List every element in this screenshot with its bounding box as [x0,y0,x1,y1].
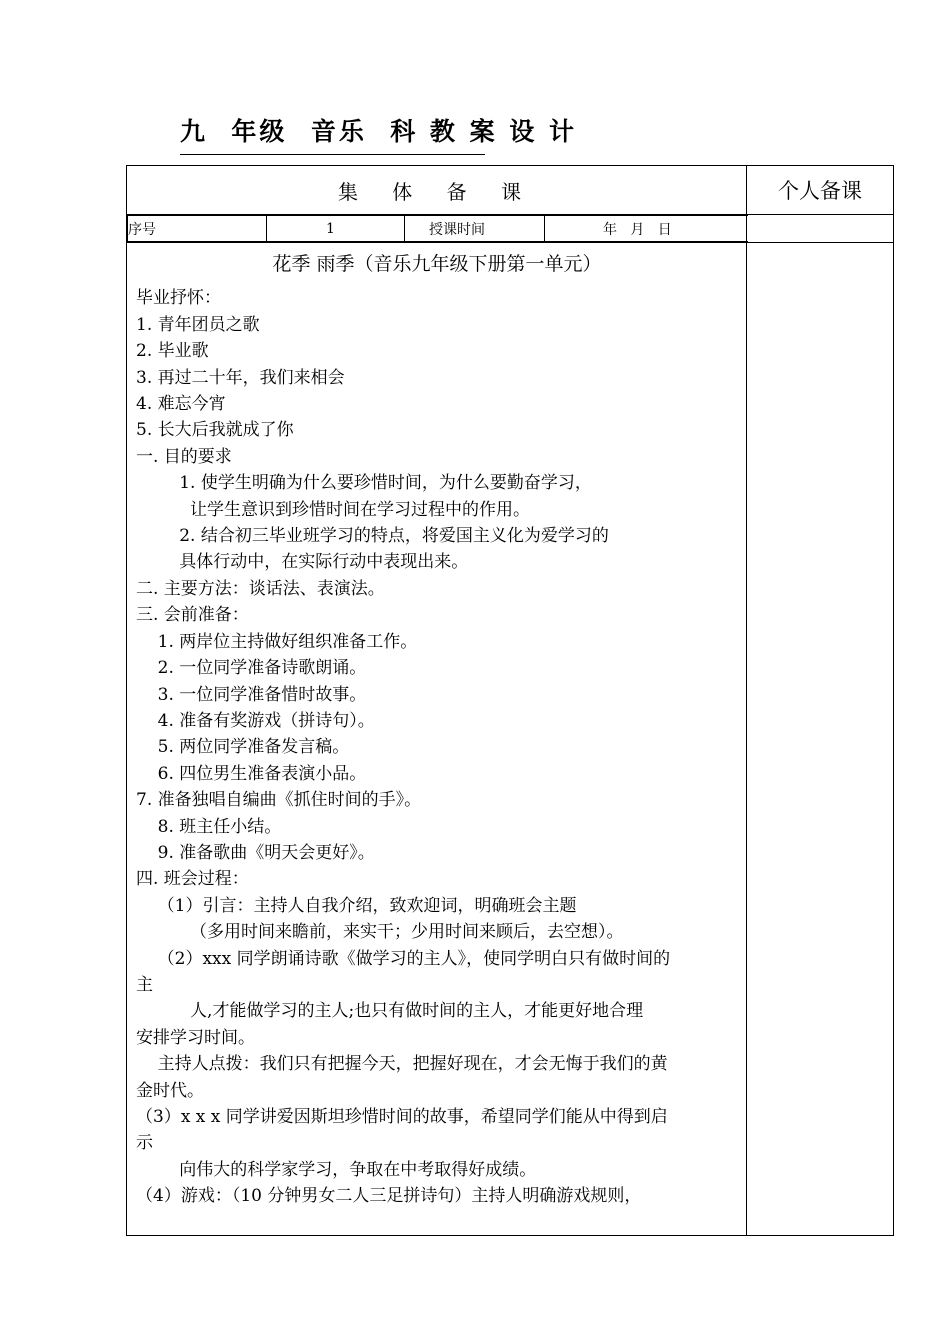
content-line: 8. 班主任小结。 [136,816,282,837]
group-prep-header: 集 体 备 课 [127,166,747,215]
content-line: （3）x x x 同学讲爱因斯坦珍惜时间的故事，希望同学们能从中得到启 [136,1107,668,1127]
content-line: 4. 难忘今宵 [136,394,226,415]
personal-meta-cell [747,215,894,243]
time-label: 授课时间 [405,216,545,242]
content-line: 二. 主要方法：谈话法、表演法。 [136,578,385,599]
content-line: 金时代。 [136,1080,204,1101]
date-field: 年 月 日 [545,216,748,242]
content-line: 一. 目的要求 [136,446,232,467]
meta-row [127,215,747,243]
content-line: 安排学习时间。 [136,1027,255,1048]
content-line: 2. 一位同学准备诗歌朗诵。 [136,658,367,679]
content-line: 人,才能做学习的主人;也只有做时间的主人，才能更好地合理 [136,1001,644,1022]
content-line: （4）游戏：（10 分钟男女二人三足拼诗句）主持人明确游戏规则， [136,1186,642,1207]
personal-prep-header: 个人备课 [747,166,894,215]
content-line: 2. 结合初三毕业班学习的特点，将爱国主义化为爱学习的 [136,526,609,547]
serial-label: 序号 [128,216,267,242]
content-line: 具体行动中，在实际行动中表现出来。 [136,552,469,573]
content-line: 向伟大的科学家学习，争取在中考取得好成绩。 [136,1159,537,1180]
content-line: 三. 会前准备： [136,605,249,626]
content-line: 4. 准备有奖游戏（拼诗句）。 [136,710,375,731]
content-line: 7. 准备独唱自编曲《抓住时间的手》。 [136,790,422,811]
title-underline [180,154,485,155]
content-line: 1. 使学生明确为什么要珍惜时间，为什么要勤奋学习， [136,473,592,494]
lesson-title: 花季 雨季（音乐九年级下册第一单元） [272,253,602,275]
serial-value: 1 [267,216,405,242]
personal-notes-cell [747,243,894,1236]
content-line: 毕业抒怀： [136,288,221,309]
content-line: 示 [136,1133,153,1154]
content-line: 1. 青年团员之歌 [136,314,260,335]
content-line: 四. 班会过程： [136,869,249,890]
content-line: 5. 长大后我就成了你 [136,420,294,441]
content-line: 让学生意识到珍惜时间在学习过程中的作用。 [136,499,531,520]
content-line: 3. 再过二十年，我们来相会 [136,367,345,388]
lesson-content [127,243,747,1236]
content-line: 5. 两位同学准备发言稿。 [136,737,350,758]
content-line: 1. 两岸位主持做好组织准备工作。 [136,631,418,652]
content-line: 主持人点拨：我们只有把握今天，把握好现在，才会无悔于我们的黄 [136,1054,668,1075]
content-line: 9. 准备歌曲《明天会更好》。 [136,842,375,863]
content-line: （1）引言：主持人自我介绍，致欢迎词，明确班会主题 [136,895,577,916]
page-title: 九 年级 音乐 科 教 案 设 计 [180,117,578,146]
content-line: 3. 一位同学准备惜时故事。 [136,684,367,705]
lesson-plan-table [126,165,894,1236]
content-line: （2）xxx 同学朗诵诗歌《做学习的主人》，使同学明白只有做时间的 [136,948,671,969]
content-line: 主 [136,974,153,995]
content-line: 6. 四位男生准备表演小品。 [136,763,367,784]
content-line: 2. 毕业歌 [136,341,209,362]
content-line: （多用时间来瞻前，来实干；少用时间来顾后，去空想）。 [136,922,624,943]
